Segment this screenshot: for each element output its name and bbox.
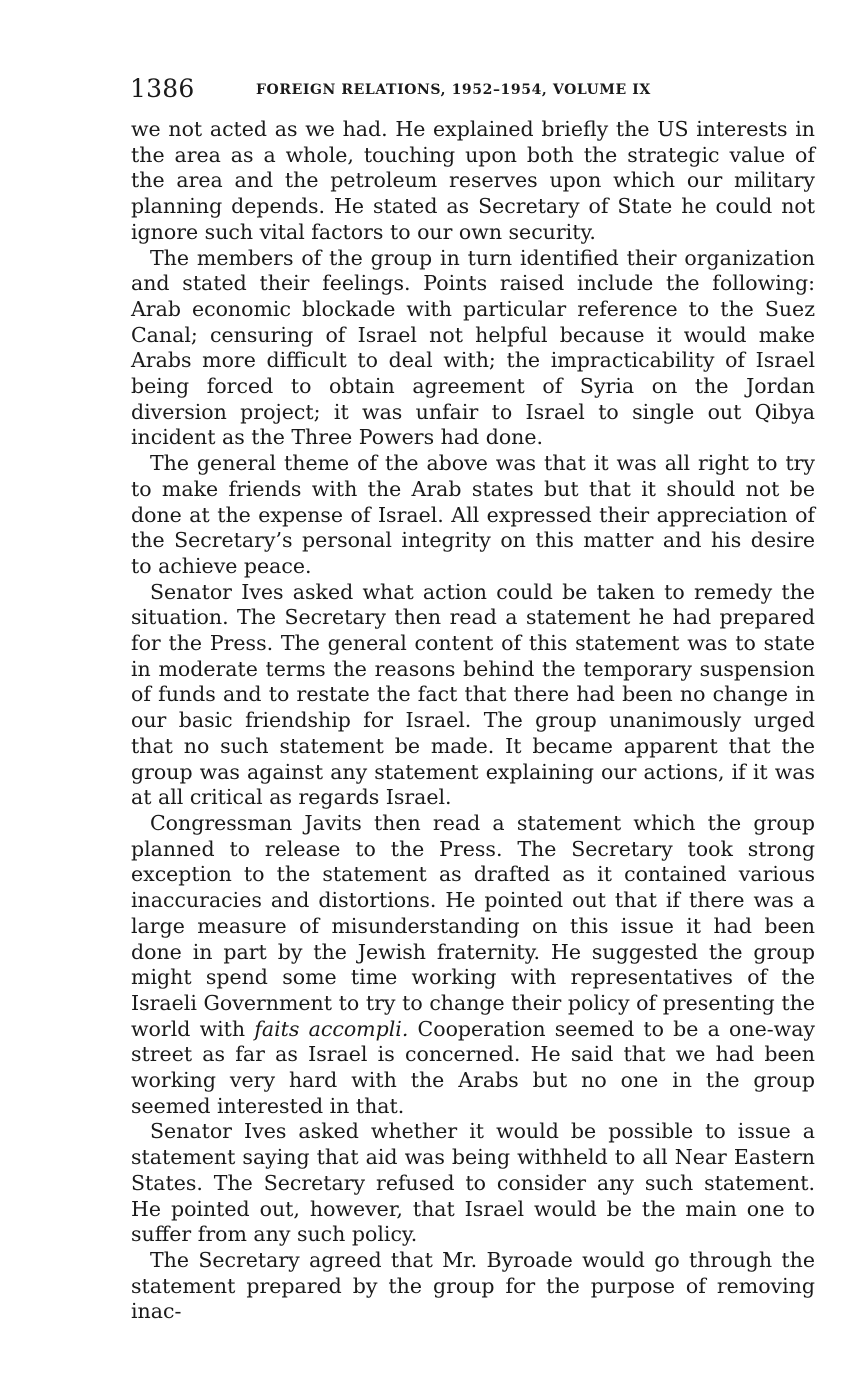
paragraph: The members of the group in turn identified their organization and stated their feelings. Points raised include the following: Arab economic blockade with particular reference to the Suez Canal; censuring of Israel not helpful because it would make Arabs more difficult to deal with; the impracticability of Israel being forced to obtain agreement of Syria on the Jordan diversion project; it was unfair to Israel to single out Qibya incident as the Three Powers had done. [131,245,815,450]
paragraph: Senator Ives asked whether it would be possible to issue a statement saying that aid was being withheld to all Near Eastern States. The Secretary refused to consider any such statement. He pointed out, however, that Israel would be the main one to suffer from any such policy. [131,1119,815,1247]
running-head [130,72,820,108]
paragraph-continued: we not acted as we had. He explained briefly the US interests in the area as a whole, touching upon both the strategic value of the area and the petroleum reserves upon which our military planning depends. He stated as Secretary of State he could not ignore such vital factors to our own security. [131,117,815,244]
body-text [131,117,815,1325]
paragraph: The Secretary agreed that Mr. Byroade would go through the statement prepared by the group for the purpose of removing inac- [131,1247,815,1324]
italic-phrase: faits accompli. [254,1016,409,1041]
paragraph [131,811,815,1119]
paragraph-text-after: Cooperation seemed to be a one-way street as far as Israel is concerned. He said that we had been working very hard with the Arabs but no one in the group seemed interested in that. [131,1016,816,1118]
paragraph-text-before: Congressman Javits then read a statement which the group planned to release to the Press. The Secretary took strong exception to the statement as drafted as it contained various inaccuracies and distortions. He pointed out that if there was a large measure of misunderstanding on this issue it had been done in part by the Jewish fraternity. He suggested the group might spend some time working with representatives of the Israeli Government to try to change their policy of presenting the world with [131,810,815,1041]
paragraph: Senator Ives asked what action could be taken to remedy the situation. The Secretary then read a statement he had prepared for the Press. The general content of this statement was to state in moderate terms the reasons behind the temporary suspension of funds and to restate the fact that there had been no change in our basic friendship for Israel. The group unanimously urged that no such statement be made. It became apparent that the group was against any statement explaining our actions, if it was at all critical as regards Israel. [131,579,815,810]
running-title: FOREIGN RELATIONS, 1952–1954, VOLUME IX [256,82,651,98]
paragraph: The general theme of the above was that it was all right to try to make friends with the Arab states but that it should not be done at the expense of Israel. All expressed their appreciation of the Secretary’s personal integrity on this matter and his desire to achieve peace. [131,451,815,578]
page-number: 1386 [130,74,195,103]
